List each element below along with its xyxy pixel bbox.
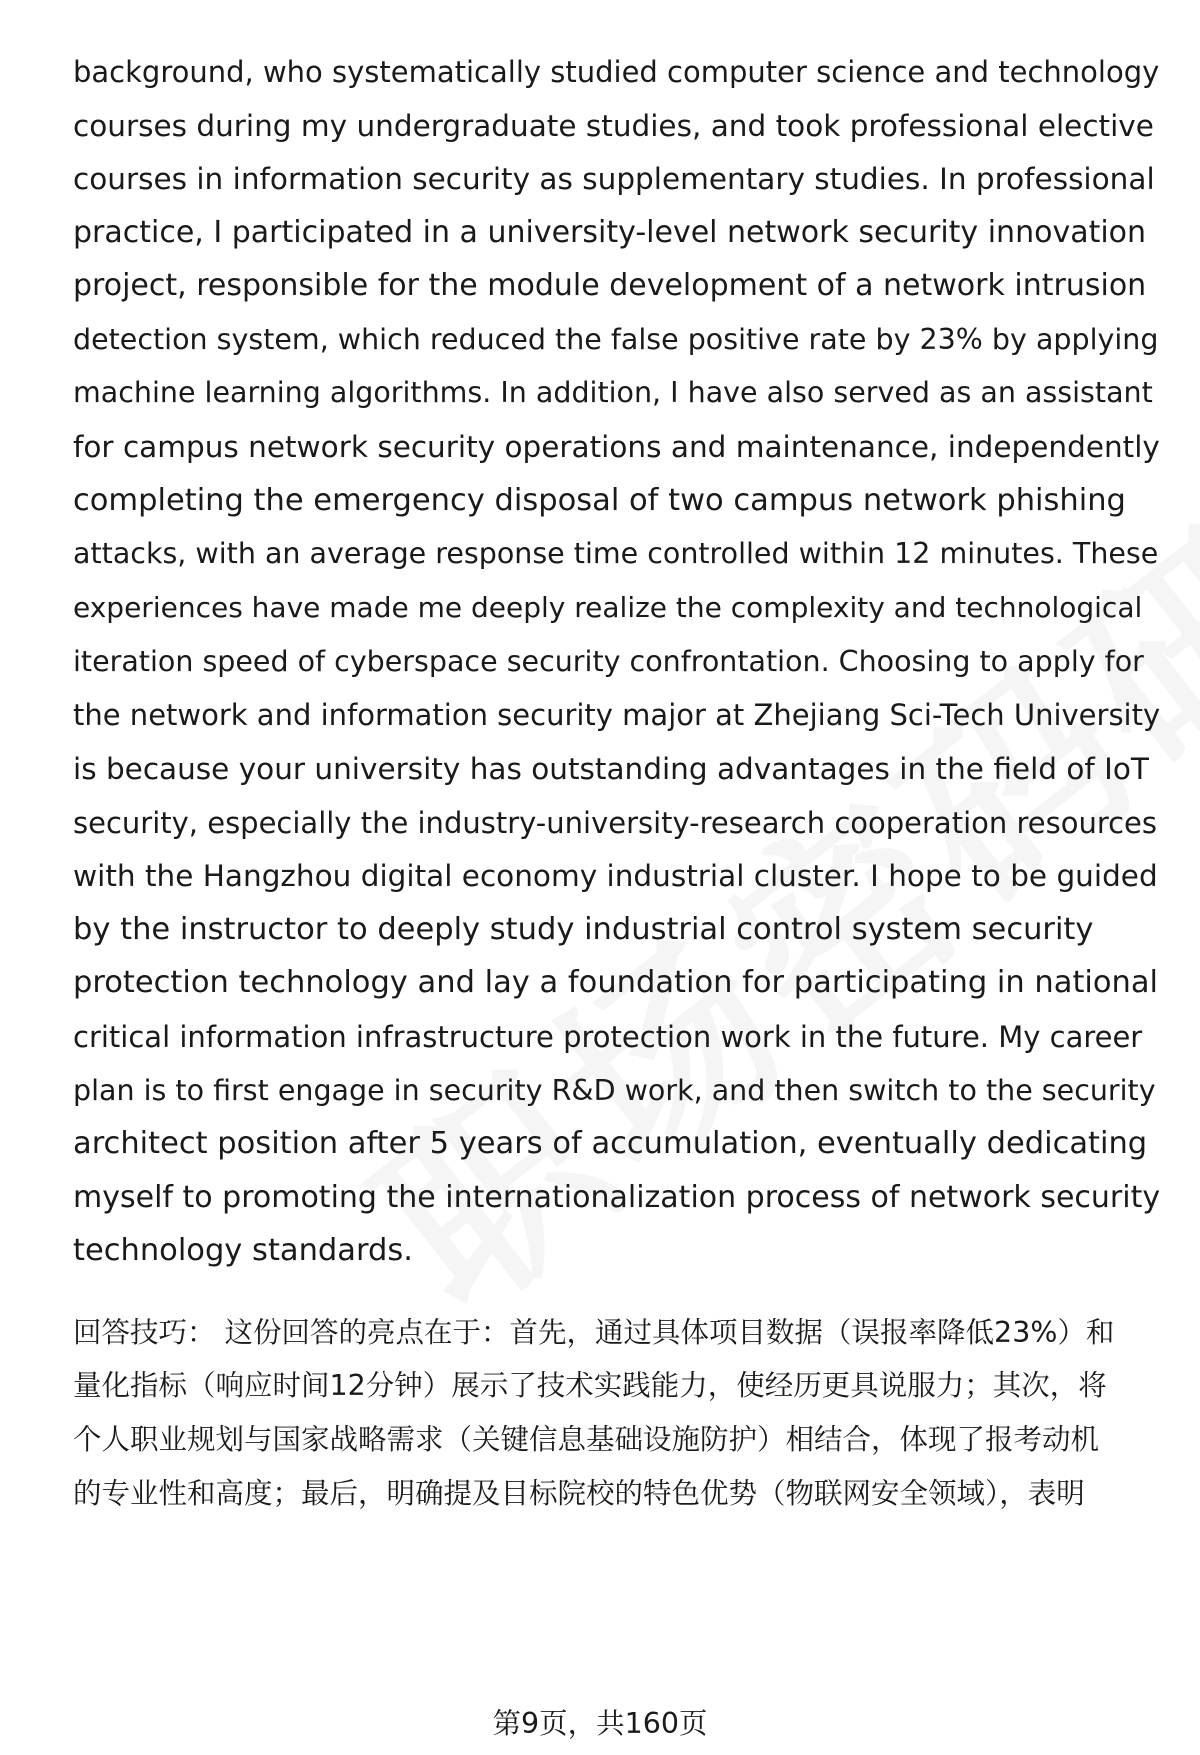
answer-line: the network and information security major at Zhejiang Sci-Tech University (73, 698, 1161, 732)
tip-line: 量化指标（响应时间12分钟）展示了技术实践能力，使经历更具说服力；其次，将 (73, 1369, 1107, 1402)
answer-line: myself to promoting the internationalization process of network security (73, 1180, 1161, 1215)
answer-line: protection technology and lay a foundation for participating in national (73, 965, 1159, 1000)
answer-line: by the instructor to deeply study industrial control system security (73, 912, 1094, 947)
answer-line: critical information infrastructure protection work in the future. My career (73, 1020, 1143, 1054)
tip-line: 的专业性和高度；最后，明确提及目标院校的特色优势（物联网安全领域），表明 (73, 1477, 1085, 1510)
page-number: 第9页，共160页 (492, 1707, 708, 1740)
answer-line: completing the emergency disposal of two campus network phishing (73, 483, 1126, 518)
answer-line: plan is to first engage in security R&D work, and then switch to the security (73, 1074, 1156, 1107)
answer-line: technology standards. (73, 1233, 413, 1268)
answer-line: courses during my undergraduate studies, and took professional elective (73, 109, 1154, 143)
answer-line: security, especially the industry-university-research cooperation resources (73, 806, 1158, 840)
tip-line: 个人职业规划与国家战略需求（关键信息基础设施防护）相结合，体现了报考动机 (73, 1423, 1100, 1456)
answer-line: iteration speed of cyberspace security confrontation. Choosing to apply for (73, 645, 1144, 678)
answer-line: project, responsible for the module development of a network intrusion (73, 268, 1147, 303)
answer-line: detection system, which reduced the false positive rate by 23% by applying (73, 323, 1159, 356)
answer-line: practice, I participated in a university-level network security innovation (73, 215, 1147, 250)
answer-line: attacks, with an average response time controlled within 12 minutes. These (73, 537, 1159, 570)
answer-line: for campus network security operations and maintenance, independently (73, 430, 1160, 464)
answer-line: machine learning algorithms. In addition, I have also served as an assistant (73, 376, 1153, 409)
answer-line: courses in information security as supplementary studies. In professional (73, 162, 1155, 196)
answer-line: architect position after 5 years of accumulation, eventually dedicating (73, 1126, 1148, 1161)
answer-line: with the Hangzhou digital economy industrial cluster. I hope to be guided (73, 859, 1158, 893)
answer-line: is because your university has outstanding advantages in the field of IoT (73, 752, 1149, 786)
tip-line: 回答技巧： 这份回答的亮点在于：首先，通过具体项目数据（误报率降低23%）和 (73, 1316, 1115, 1349)
answer-line: background, who systematically studied computer science and technology (73, 55, 1160, 89)
answer-line: experiences have made me deeply realize the complexity and technological (73, 591, 1143, 624)
